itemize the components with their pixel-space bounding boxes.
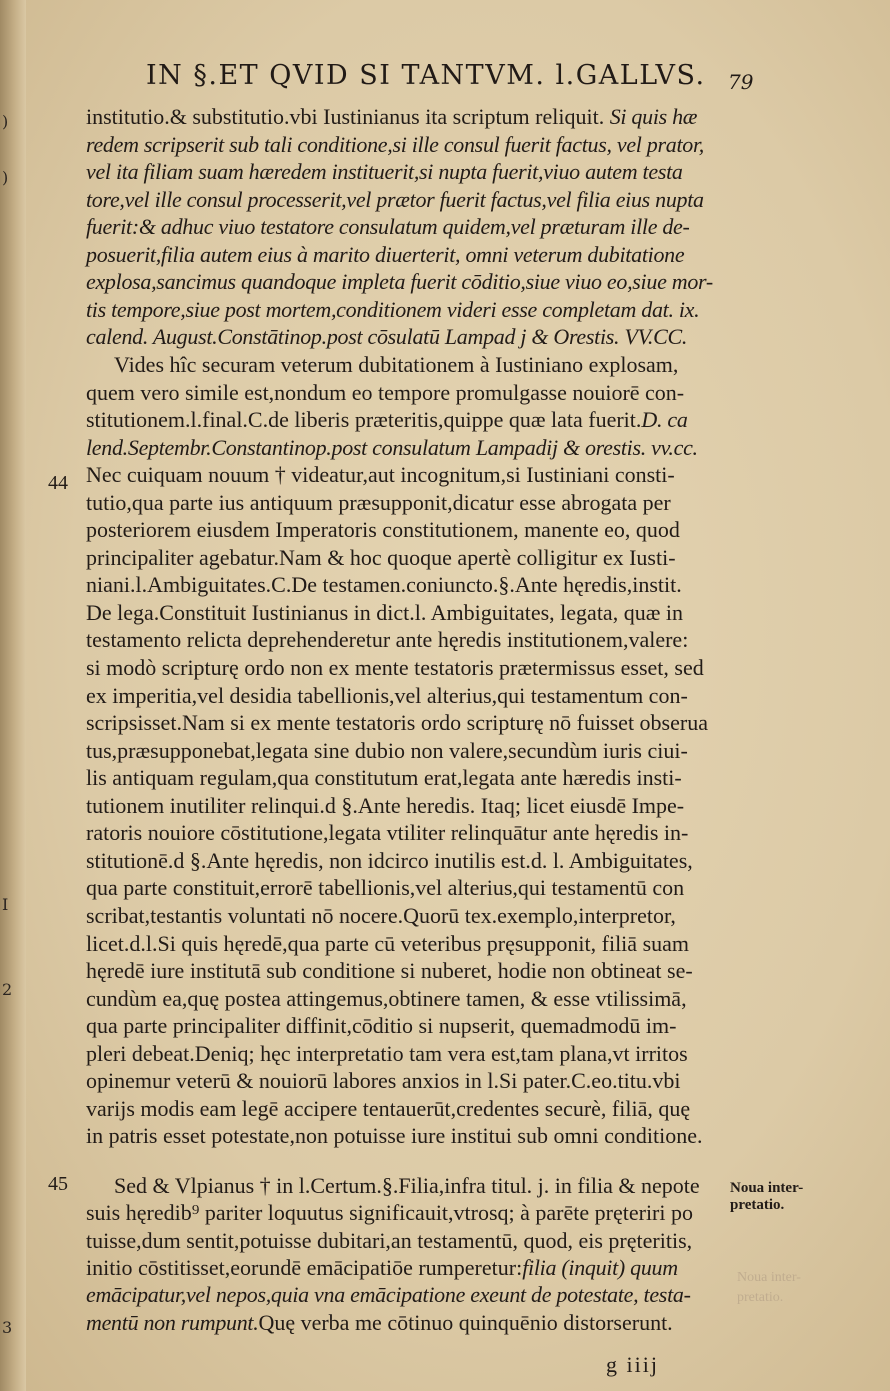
roman-text: Vides hîc securam veterum dubitationem à Iustiniano explosam, [114,351,679,377]
text-line [86,380,684,406]
text-line [86,297,699,323]
text-line [86,1310,673,1336]
italic-text: lend.Septembr.Constantinop.post consulatum Lampadij & orestis. vv.cc. [86,434,698,460]
roman-text: varijs modis eam legē accipere tentauerūt,credentes securè, filiā, quę [86,1095,691,1121]
text-line [86,931,689,957]
text-line [86,958,693,984]
binding-gutter [0,0,26,1391]
text-line [86,159,683,185]
text-line [86,545,676,571]
roman-text: cundùm ea,quę postea attingemus,obtinere tamen, & esse vtilissimā, [86,985,687,1011]
roman-text: in patris esset potestate,non potuisse iure institui sub omni conditione. [86,1123,703,1149]
bleed-through-note [737,1268,801,1308]
roman-text: Sed & Vlpianus † in l.Certum.§.Filia,infra titul. j. in filia & nepote [114,1173,700,1198]
roman-text: licet.d.l.Si quis hęredē,qua parte cū veteribus pręsupponit, filiā suam [86,930,690,956]
italic-text: emācipatur,vel nepos,quia vna emācipatione exeunt de potestate, testa- [86,1282,691,1308]
italic-text: explosa,sancimus quandoque impleta fuerit cōditio,siue viuo eo,siue mor- [86,269,713,295]
text-line [86,655,704,681]
text-line [86,875,684,901]
roman-text: quem vero simile est,nondum eo tempore promulgasse nouiorē con- [86,379,685,405]
roman-text: principaliter agebatur.Nam & hoc quoque apertè colligitur ex Iusti- [86,544,676,570]
text-line [86,132,704,158]
roman-text: qua parte constituit,errorē tabellionis,vel alterius,qui testamentū con [86,875,685,901]
catchword-signature: g iiij [606,1352,659,1377]
italic-text: calend. August.Constātinop.post cōsulatū Lampad j & Orestis. VV.CC. [86,324,688,350]
roman-text: posteriorem eiusdem Imperatoris constitutionem, manente eo, quod [86,517,680,543]
text-line [86,1123,703,1149]
margin-mark: ) [2,168,9,187]
roman-text: initio cōstitisset,eorundē emācipatiōe rumperetur: [86,1254,523,1280]
italic-text: mentū non rumpunt. [86,1309,259,1335]
text-line [86,1255,678,1281]
italic-text: redem scripserit sub tali conditione,si ille consul fuerit factus, vel prator, [86,131,705,157]
roman-text: hęredē iure institutā sub conditione si nuberet, hodie non obtineat se- [86,958,693,984]
text-line [86,1013,676,1039]
roman-text: opinemur veterū & nouiorū labores anxios in l.Si pater.C.eo.titu.vbi [86,1068,681,1094]
roman-text: tutio,qua parte ius antiquum præsupponit,dicatur esse abrogata per [86,489,671,515]
text-line [86,1041,688,1067]
folio-number: 79 [728,70,754,94]
text-line [86,1282,691,1308]
text-line [86,710,708,736]
text-line [86,765,682,791]
text-line [86,517,680,543]
text-line [86,269,713,295]
text-line [86,572,682,598]
roman-text: lis antiquam regulam,qua constitutum erat,legata ante hæredis insti- [86,765,682,791]
margin-mark: 2 [2,980,13,999]
text-line [114,352,678,378]
text-line [86,407,688,433]
italic-text: Si quis hæ [609,104,698,129]
roman-text: De lega.Constituit Iustinianus in dict.l. Ambiguitates, legata, quæ in [86,599,683,625]
roman-text: ratoris nouiore cōstitutione,legata vtiliter relinquātur ante hęredis in- [86,820,689,846]
text-line [86,435,698,461]
text-line [86,600,683,626]
running-title: IN §.ET QVID SI TANTVM. l.GALLVS. [146,60,706,91]
text-line [86,683,688,709]
roman-text: stitutionem.l.final.C.de liberis præteritis,quippe quæ lata fuerit. [86,407,642,433]
text-line [86,986,687,1012]
roman-text: Nec cuiquam nouum † videatur,aut incognitum,si Iustiniani consti- [86,462,675,488]
text-line [86,324,687,350]
text-line [114,1173,700,1199]
italic-text: filia (inquit) quum [522,1254,678,1280]
italic-text: tore,vel ille consul processerit,vel prætor fuerit factus,vel filia eius nupta [86,186,704,212]
text-line [86,1200,693,1226]
roman-text: institutio.& substitutio.vbi Iustinianus ita scriptum reliquit. [86,104,610,129]
italic-text: tis tempore,siue post mortem,conditionem videri esse completam dat. ix. [86,296,700,322]
italic-text: fuerit:& adhuc viuo testatore consulatum quidem,vel præturam ille de- [86,214,690,240]
text-line [86,738,688,764]
roman-text: tuisse,dum sentit,potuisse dubitari,an testamentū, quod, eis pręteritis, [86,1227,693,1253]
text-line [86,104,697,130]
text-line [86,462,675,488]
text-line [86,848,693,874]
side-note-line: Noua inter- [730,1180,804,1196]
text-line [86,242,684,268]
roman-text: Quę verba me cōtinuo quinquēnio distorserunt. [258,1309,673,1335]
italic-text: posuerit,filia autem eius à marito diuerterit, omni veterum dubitatione [86,241,685,267]
text-line [86,1228,692,1254]
text-line [86,627,688,653]
text-line [86,820,688,846]
roman-text: qua parte principaliter diffinit,cōditio si nupserit, quemadmodū im- [86,1013,677,1039]
paragraph-number: 45 [48,1173,68,1195]
bleed-through-line: pretatio. [737,1290,784,1305]
roman-text: niani.l.Ambiguitates.C.De testamen.coniuncto.§.Ante hęredis,instit. [86,572,682,598]
text-line [86,1096,690,1122]
roman-text: tutionem inutiliter relinqui.d §.Ante heredis. Itaq; licet eiusdē Impe- [86,792,685,818]
roman-text: tus,præsupponebat,legata sine dubio non valere,secundùm iuris ciui- [86,737,688,763]
text-line [86,793,684,819]
text-line [86,490,671,516]
side-note [730,1180,803,1214]
bleed-through-line: Noua inter- [737,1270,801,1285]
text-line [86,187,704,213]
roman-text: scribat,testantis voluntati nō nocere.Quorū tex.exemplo,interpretor, [86,902,676,928]
text-line [86,1068,681,1094]
roman-text: pleri debeat.Deniq; hęc interpretatio tam vera est,tam plana,vt irritos [86,1040,688,1066]
margin-mark: 3 [2,1318,13,1337]
roman-text: scripsisset.Nam si ex mente testatoris ordo scripturę nō fuisset obserua [86,710,708,736]
italic-text: vel ita filiam suam hæredem instituerit,si nupta fuerit,viuo autem testa [86,159,683,185]
margin-mark: ) [2,112,9,131]
italic-text: D. ca [641,407,688,433]
text-line [86,903,676,929]
roman-text: si modò scripturę ordo non ex mente testatoris prætermissus esset, sed [86,655,704,680]
text-line [86,214,690,240]
roman-text: ex imperitia,vel desidia tabellionis,vel alterius,qui testamentum con- [86,682,688,708]
roman-text: testamento relicta deprehenderetur ante hęredis institutionem,valere: [86,627,689,653]
roman-text: suis hęredib⁹ pariter loquutus significauit,vtrosq; à parēte pręteriri po [86,1200,693,1226]
side-note-line: pretatio. [730,1197,785,1213]
margin-mark: I [2,895,9,914]
roman-text: stitutionē.d §.Ante hęredis, non idcirco inutilis est.d. l. Ambiguitates, [86,847,693,873]
paragraph-number: 44 [48,472,68,494]
